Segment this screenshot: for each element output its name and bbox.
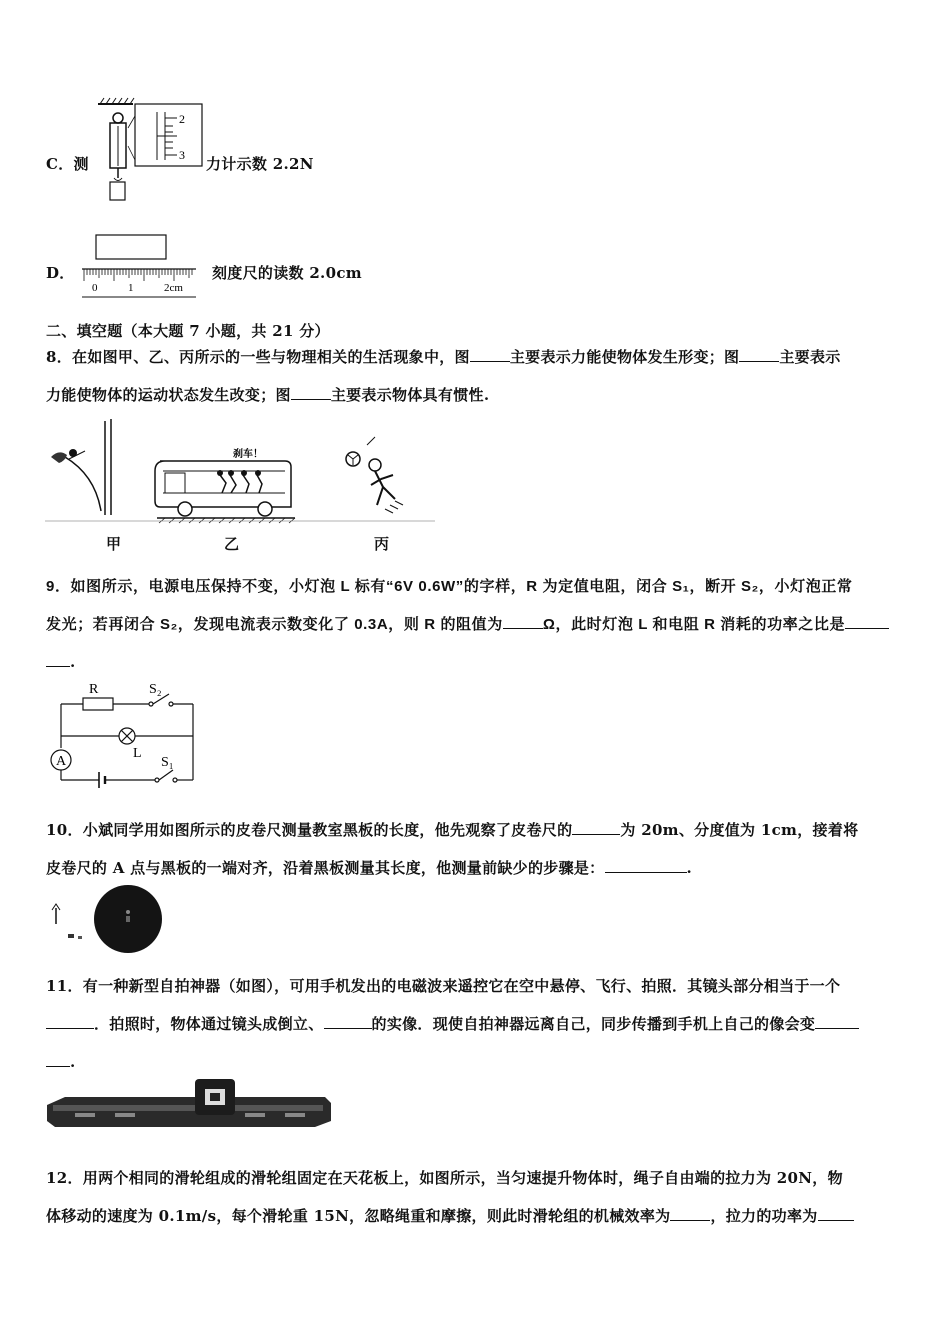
label-A: A (56, 754, 67, 769)
q10-text-2a: 皮卷尺的 A 点与黑板的一端对齐，沿着黑板测量其长度，他测量前缺少的步骤是： (46, 859, 605, 877)
q12-blank-1[interactable] (670, 1205, 710, 1221)
q9-text-2a: 发光；若再闭合 S₂，发现电流表示数变化了 0.3A，则 R 的阻值为 (46, 616, 503, 633)
q11-blank-2[interactable] (324, 1013, 372, 1029)
q11-line-2 (46, 1013, 859, 1034)
q11-blank-1[interactable] (46, 1013, 94, 1029)
q10-text-1a: 10．小斌同学用如图所示的皮卷尺测量教室黑板的长度，他先观察了皮卷尺的 (46, 821, 573, 839)
selfie-drone-figure (45, 1075, 335, 1130)
q8-text-2a: 力能使物体的运动状态发生改变；图 (46, 386, 291, 404)
q10-text-1b: 为 20m、分度值为 1cm，接着将 (620, 821, 859, 839)
q9-text-3: . (70, 653, 76, 671)
q10-line-1 (46, 819, 858, 840)
q12-text-2b: ，拉力的功率为 (710, 1207, 818, 1225)
q8-blank-3[interactable] (291, 384, 331, 400)
q9-line-3 (46, 651, 76, 671)
tape-measure-figure (48, 890, 168, 948)
q8-blank-1[interactable] (470, 346, 510, 362)
q8-text-1b: 主要表示力能使物体发生形变；图 (509, 348, 740, 366)
q12-line-2 (46, 1205, 854, 1226)
option-d-text: 刻度尺的读数 2.0cm (212, 264, 362, 282)
scale-mark-3: 3 (179, 148, 185, 162)
q9-blank-1[interactable] (503, 613, 543, 629)
q8-text-1c: 主要表示 (779, 348, 841, 366)
q9-line-2 (46, 613, 889, 634)
q8-line-2 (46, 384, 489, 405)
q8-text-2b: 主要表示物体具有惯性. (330, 386, 490, 404)
scale-mark-2: 2 (179, 112, 185, 126)
q11-text-2b: 的实像．现使自拍神器远离自己，同步传播到手机上自己的像会变 (371, 1015, 816, 1033)
ruler-label-0: 0 (92, 282, 98, 294)
q8-blank-2[interactable] (739, 346, 779, 362)
label-L: L (133, 746, 142, 761)
q10-line-2 (46, 857, 692, 878)
q11-line-1: 11．有一种新型自拍神器（如图），可用手机发出的电磁波来遥控它在空中悬停、飞行、拍照．其镜头部分相当于一个 (46, 977, 841, 995)
q9-blank-2b[interactable] (46, 651, 70, 667)
ruler-label-1: 1 (128, 282, 134, 294)
q11-text-2a: ．拍照时，物体通过镜头成倒立、 (94, 1015, 324, 1033)
q9-circuit (45, 680, 205, 785)
q9-line-1: 9．如图所示，电源电压保持不变，小灯泡 L 标有“6V 0.6W”的字样，R 为定值电阻，闭合 S₁，断开 S₂，小灯泡正常 (46, 578, 853, 595)
caption-yi: 乙 (224, 535, 240, 553)
option-d-label: D． (46, 264, 75, 282)
label-R: R (89, 682, 99, 697)
caption-bing: 丙 (374, 535, 390, 553)
q9-blank-2a[interactable] (845, 613, 889, 629)
label-S2: S₂ (149, 682, 162, 697)
bus-figure (155, 447, 295, 523)
q8-text-1a: 8．在如图甲、乙、丙所示的一些与物理相关的生活现象中，图 (46, 348, 470, 366)
soccer-kick-figure (346, 437, 403, 513)
q11-blank-3b[interactable] (46, 1051, 70, 1067)
q12-text-2a: 体移动的速度为 0.1m/s，每个滑轮重 15N，忽略绳重和摩擦，则此时滑轮组的机械效率为 (46, 1207, 671, 1225)
q10-blank-1[interactable] (572, 819, 620, 835)
ruler-figure (80, 233, 205, 303)
q8-line-1 (46, 346, 841, 367)
bent-pole-figure (51, 419, 111, 515)
q11-blank-3a[interactable] (815, 1013, 859, 1029)
q11-line-3 (46, 1051, 76, 1071)
q12-blank-2[interactable] (818, 1205, 854, 1221)
q10-blank-2[interactable] (605, 857, 687, 873)
spring-scale-figure (95, 98, 210, 203)
q11-text-3: . (70, 1053, 76, 1071)
q10-text-2b: . (686, 859, 693, 877)
q12-line-1: 12．用两个相同的滑轮组成的滑轮组固定在天花板上，如图所示，当匀速提升物体时，绳子自由端的拉力为 20N，物 (46, 1169, 843, 1187)
section-title: 二、填空题（本大题 7 小题，共 21 分） (46, 322, 330, 340)
bus-sign: 刹车！ (233, 449, 263, 460)
option-c-label: C．测 (46, 155, 89, 173)
option-c-text: 力计示数 2.2N (206, 155, 314, 173)
caption-jia: 甲 (106, 535, 122, 553)
ruler-label-2cm: 2cm (164, 282, 183, 294)
label-S1: S₁ (161, 755, 174, 770)
q9-text-2b: Ω，此时灯泡 L 和电阻 R 消耗的功率之比是 (542, 616, 846, 633)
q8-figures (45, 415, 435, 525)
